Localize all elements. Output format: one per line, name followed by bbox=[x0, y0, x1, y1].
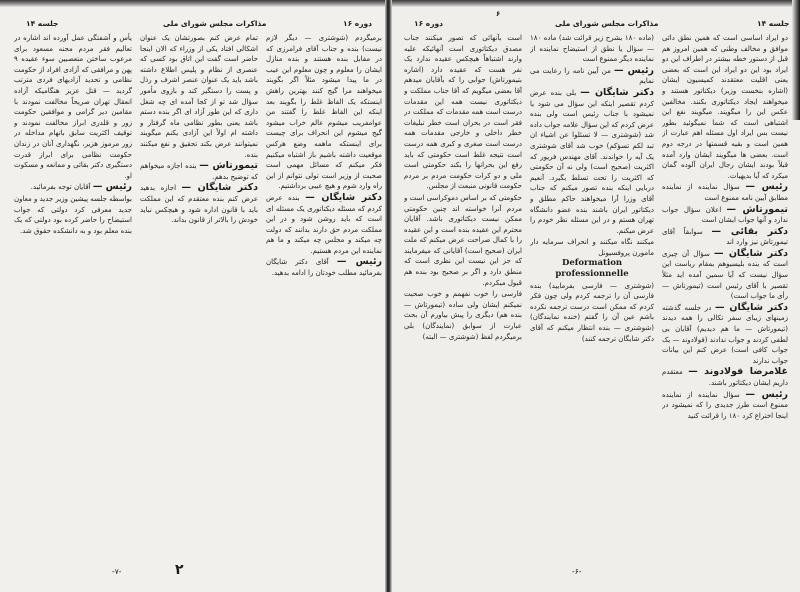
page-number: -۶- bbox=[572, 567, 582, 576]
paragraph-text: یأس و آشفتگی عمل آورده اند اشاره در تعالیم فقر مردم محنه مسعود برای مرعوب ساختن متعصبین سوء عقیده ۹ پهن و مرافقی که آزادی افراد از حکومت نظامی و تحدید آزادیهای فردی مترتب گردید — قتل عزیز هنگامیکه آزاده انعقال تهران صریحاً مخالفت نمودند با مقامین دیر گرامی و موافقین حکومت زور و قلدری ابراز مخالفت نمودند و توقیف اکثریت سابق باتهام مداخله در زور مرموز هزیر، نگهداری آنان در زندان حکومت نظامی برای ابراز قدرت دستگیری دکتر بقائی و ممانعه و مسکوت او. bbox=[14, 34, 132, 180]
paragraph-text: حکومتی که بر اساس دموکراسی است و مردم آنرا خواسته اند چنین حکومتی ممکن نیست دیکتاتوری باشد. آقایان محترم این عقیده بنده است و این عقیده را با کمال صراحت عرض میکنم که ملت ایران (صحیح است) آقایانی که میفرمایند که جز این نیست این نظری است که منطق دارد و اگر بر صحیح بود بنده هم قبول میکردم. bbox=[404, 193, 522, 287]
paragraph bbox=[266, 193, 382, 257]
speaker-name: رئیس — bbox=[336, 256, 382, 268]
text-column bbox=[662, 33, 788, 543]
paragraph bbox=[530, 237, 654, 279]
paragraph-text: آقایان توجه بفرمائید. bbox=[30, 183, 91, 192]
paragraph-text: سؤال آن چیزی است که بنده بلیسیوهم بمقام ریاست این سؤال نیست که آیا سمین آمده اید مثلاً تقصیر با آقای رئیس است (تیمورتاش — رأی ما جواب است) bbox=[662, 249, 788, 301]
paragraph bbox=[140, 33, 258, 160]
paragraph-text: تمام عرض کنم بصورتشان یک عنوان اشکالی افتاد یکی از وزراء که الان اینجا حاضر است گفت این اتاق بود کسی که عنصری از نظام و پلیس اطلاع داشته باشد باید یک عنوان عنصر اشرف و رذل و پست را دستگیر کند و بازوی مأمور سؤال شد تو از کجا آمده ای چه شغل داری که این طور آزاد ای اگر بنده دستم باشد یعنی بطور نظامی ماه گرفتار و داشته ام اولاً این آزادی یکنم میگویند نمیتوانند عرض بکند تحقیق و نفع میکنند بنده. bbox=[140, 34, 258, 159]
text-column bbox=[14, 33, 132, 543]
speaker-name: رئیس — bbox=[92, 181, 132, 193]
paragraph-text: برمیگردم (شوشتری — دیگر لازم نیست) بنده و جناب آقای فرامرزی که در مقابل بنده هستند و بنده منازل ایشان را معلوم و چون معلوم این عیب در ما پیدا میشود مثلاً اگر بگویند میخواهند مرا گیج کنند بهترین راهش اینستکه یک الفاظ غلط را بگویند بعد اینکه این الفاظ غلط را گفتند من عوامفریب میشوم عالم خراب میشود گیج میشوم این انحراف برای چیست برای اینستکه ماهمه وضع هرکس موقعیت داشته باشیم باز اشتباه میکنیم فکر میکنم که مسائل مهمی است صحبت از وزیر است تولی نتوانم از این راه وارد شوم و هیچ عیبی برداشتیم. bbox=[266, 34, 382, 191]
paragraph bbox=[662, 182, 788, 203]
paragraph bbox=[266, 33, 382, 192]
paragraph bbox=[404, 193, 522, 288]
speaker-name: رئیس — bbox=[745, 388, 788, 400]
paragraph-text: (ماده ۱۸۰ بشرح زیر قرائت شد) ماده ۱۸۰ — سؤال یا نطق از استیضاح نماینده از نماینده دیگر ممنوع است bbox=[530, 34, 654, 64]
paragraph-text: بلی بنده عرض کردم تقصیر اینکه این سؤال می شود یا نمیشود با جناب رئیس است ولی بنده عرض کردم که این سؤال علامه جواب داده شد (شوشتری — لا تسئلوا عن اشیاء ان تبد لکم تسؤکم) خوب شد آقای شوشتری یک آیه را خواندند. آقای مهندس فریور که اکثریت (صحیح است) ولی نه آن حکومتی که اکثریت را تحت تسلط بگیرد. آنعیم دربایی اینکه بنده تصور میکنم که جناب آقای وزرا آرا میخواهند حاکم مطلق و دیکتاتور ایران باشند بنده عضو دانشگاه تهران هستم و در این مسئله نظر خودم را عرض میکنم. bbox=[530, 88, 654, 235]
speaker-name: دکتر شایگان — bbox=[181, 182, 258, 194]
paragraph bbox=[662, 303, 788, 367]
header-session: جلسه ۱۴ bbox=[757, 19, 790, 28]
paragraph-text: است بآنهائی که تصور میکنند جناب مصدق دیکتاتوری است آنهائیکه علیه وارند اشتباهاً هیچکس عقیده ندارد یک نفر هست که عقیده دارد (اشاره بتیمورتاش) جوابی را که بآقایان میدهم آقا بعضی میگویم که آقا جناب مملکت و دیکتاتوری نیست همه این مقدمات درست است همه مقدمات که مملکت در فقر است در بحران است خطر تبلیغات خطر داخلی و خارجی مقدمات همه درست است صغری و کبری همه درست است نتیجه غلط است حکومتی که باید رفع این بحرانها را بکند حکومتی است ملی و دو کرات حکومت مردم بر مردم حکومت قانونی منبعث از مجلس. bbox=[404, 34, 522, 191]
paragraph-text: بواسطه جلسه پیشین وزیر جدید و معاون جدید معرفی کرد دولتی که جواب استیضاح را حاضر کرده بود دولتی که یک بنده معلم بود و به دانشکده حقوق شد. bbox=[14, 194, 132, 235]
speaker-name: دکتر بقائی — bbox=[711, 225, 788, 237]
header-term: دوره ۱۶ bbox=[343, 19, 373, 28]
paragraph-text: سؤال نماینده از نماینده مطابق آیین نامه ممنوع است bbox=[662, 183, 788, 202]
paragraph bbox=[14, 33, 132, 181]
latin-term: Deformation professionnelle bbox=[555, 258, 629, 280]
text-column bbox=[404, 33, 522, 543]
paragraph bbox=[404, 33, 522, 192]
speaker-name: رئیس — bbox=[745, 181, 788, 193]
paragraph-text: سؤال نماینده از نماینده ممنوع است طرز جدیدی را که نمیشود در اینجا اختراع کرد ۱۸۰ را قرائت کنید bbox=[662, 390, 788, 420]
speaker-name: غلامرضا فولادوند — bbox=[688, 366, 788, 378]
paragraph bbox=[140, 161, 258, 182]
speaker-name: دکتر شایگان — bbox=[714, 247, 788, 259]
right-page bbox=[392, 7, 800, 592]
page-number: -۷- bbox=[112, 567, 122, 576]
speaker-name: دکتر شایگان — bbox=[580, 86, 654, 98]
text-column bbox=[530, 33, 654, 543]
paragraph bbox=[530, 281, 654, 345]
paragraph-text: سوابقاً آقای تیمورتاش نیز وارد اند bbox=[662, 227, 788, 247]
paragraph bbox=[266, 257, 382, 278]
paragraph-text: اعلان سؤال جواب ندارد و آنها جواب ایشان است bbox=[662, 205, 788, 225]
paragraph-text: فارسی را خوب نفهمم و خوب صحبت نمیکنم ایشان ولی ساده (تیمورتاش — بنده هم) دیگری را پیش بیاورم آن بحث عبارت از سوابق (نمایندگان) بلی برمیگردم لفظ (شوشتری — البته) bbox=[404, 290, 522, 341]
speaker-name: رئیس — bbox=[613, 64, 654, 76]
paragraph bbox=[14, 182, 132, 193]
paragraph-text: اجازه بدهید عرض کنم بنده معتقدم که این مملکت باید با قانون اداره شود و هیچکس نباید خودش را بالاتر از قانون بداند. bbox=[140, 184, 258, 225]
paragraph-text: در جلسه گذشته زمینهای زیبای سفر تکالی را همه دیدند (تیمورتاش — ما هم دیدیم) آقایان بی لطفی کردند و جواب ندادند (فولادوند — یک جواب کافی است) عرض کنم این بیانات جواب ندارند bbox=[662, 303, 788, 365]
paragraph bbox=[662, 227, 788, 248]
paragraph bbox=[662, 390, 788, 422]
header-title: مذاکرات مجلس شورای ملی bbox=[555, 19, 659, 28]
paragraph bbox=[662, 33, 788, 181]
paragraph-text: دو ایراد اساسی است که همین نطق دائی موافق و مخالف وطنی که همین امروز هم قبل از دستور خطه بیشتر در اطراف این دو ایراد بود این دو ایراد این است که بعضی یعنی اقلیت معتقدند کمیسیون ایشان (اشاره بنخست وزیر) دیکتاتور هستند و میخواهند ایجاد دیکتاتوری بکنند. مخالفین عکس این را میگویند. میگویند نفع این اشتباهی است که شما نمیگوئید بطور نیست بس ایراد اول مسئله اهم عبارت از همین است و بقیه قسمتها در درجه دوم است. بعضی ها میگویند ایشان وارد آمده قبلاً بودند ایشان رجال ایران آلوده گمان میکرد که آیا بدیهیات. bbox=[662, 34, 788, 180]
text-column bbox=[266, 33, 382, 543]
handwritten-mark: ۲ bbox=[175, 562, 184, 578]
paragraph bbox=[662, 249, 788, 302]
book-gutter bbox=[385, 0, 392, 592]
paragraph bbox=[530, 66, 654, 87]
paragraph bbox=[404, 289, 522, 342]
paragraph bbox=[662, 367, 788, 388]
paragraph-text: (شوشتری — فارسی بفرمایید) بنده فارسی آن را ترجمه کردم ولی چون فکر کردم که ممکن است درست ترجمه نکرده باشم عین آن را گفتم (خنده نمایندگان) (شوشتری — بنده انتظار میکنم که آقای دکتر شایگان ترجمه کنند) bbox=[530, 281, 654, 343]
text-column bbox=[140, 33, 258, 543]
paragraph-text: میکنند نگاه میکنند و انحراف سرمایه دار مامورن پروفسیونل bbox=[530, 238, 654, 257]
speaker-name: دکتر شایگان — bbox=[305, 191, 382, 203]
top-page-number: ۶ bbox=[496, 10, 501, 18]
header-term: دوره ۱۶ bbox=[414, 19, 444, 28]
paragraph bbox=[140, 183, 258, 225]
paragraph-text: بنده اجازه میخواهم که توضیح بدهم. bbox=[140, 162, 258, 181]
paragraph-text: من آیین نامه را رعایت می نمایم bbox=[530, 66, 654, 86]
header-title: مذاکرات مجلس شورای ملی bbox=[163, 19, 267, 28]
paragraph-text: معتقدم داریم ایشان دیکتاتور باشند. bbox=[662, 368, 788, 387]
speaker-name: تیمورتاش — bbox=[726, 203, 788, 215]
speaker-name: تیمورتاش — bbox=[199, 160, 258, 172]
paragraph-text: آقای دکتر شایگان بفرمائید مطلب خودتان را ادامه بدهید. bbox=[266, 258, 382, 278]
scan-right-edge bbox=[792, 0, 800, 120]
scan-top-edge bbox=[0, 0, 800, 7]
paragraph bbox=[662, 205, 788, 226]
paragraph bbox=[530, 33, 654, 65]
left-page bbox=[0, 7, 386, 592]
speaker-name: دکتر شایگان — bbox=[715, 301, 788, 313]
header-session: جلسه ۱۴ bbox=[26, 19, 59, 28]
paragraph bbox=[14, 194, 132, 236]
paragraph-text: بنده عرض کردم که مسئله دیکتاتوری یک مسئله ای است که باید روشن شود و در این مملکت مردم حق دارند بدانند که دولت چه میکند و مجلس چه میکند و ما هم نماینده این مردم هستیم. bbox=[266, 193, 382, 255]
paragraph bbox=[530, 88, 654, 236]
